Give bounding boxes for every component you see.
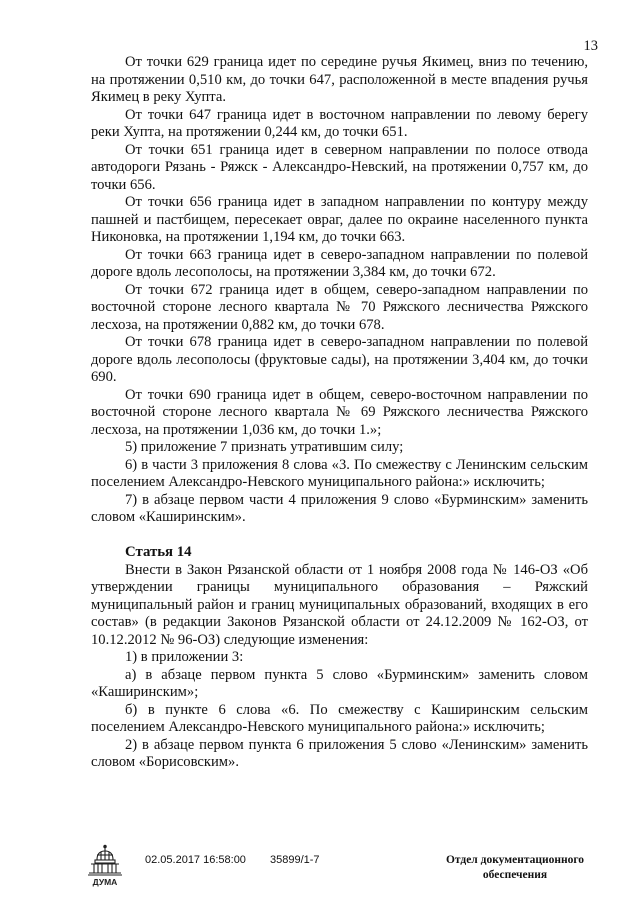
paragraph: Внести в Закон Рязанской области от 1 ноября 2008 года № 146-ОЗ «Об утверждении границы муниципального образования – Ряжский муниципальный район и границ муниципальных образований, входящих в его состав» (в редакции Законов Рязанской области от 24.12.2009 № 162-ОЗ, от 10.12.2012 № 96-ОЗ) следующие изменения: bbox=[91, 561, 588, 648]
paragraph: 7) в абзаце первом части 4 приложения 9 слово «Бурминским» заменить словом «Каширинским». bbox=[91, 491, 588, 525]
paragraph: От точки 678 граница идет в северо-западном направлении по полевой дороге вдоль лесополосы (фруктовые сады), на протяжении 3,404 км, до точки 690. bbox=[91, 334, 588, 385]
article-heading: Статья 14 bbox=[125, 544, 192, 560]
logo-text: ДУМА bbox=[92, 877, 118, 887]
footer-department bbox=[436, 853, 594, 883]
paragraph: От точки 651 граница идет в северном направлении по полосе отвода автодороги Рязань - Ряжск - Александро-Невский, на протяжении 0,757 км, до точки 656. bbox=[91, 141, 588, 193]
paragraph: а) в абзаце первом пункта 5 слово «Бурминским» заменить словом «Каширинским»; bbox=[91, 666, 588, 700]
paragraph: От точки 663 граница идет в северо-западном направлении по полевой дороге вдоль лесополосы, на протяжении 3,384 км, до точки 672. bbox=[91, 246, 588, 280]
department-line-2: обеспечения bbox=[482, 869, 548, 881]
paragraph: От точки 629 граница идет по середине ручья Якимец, вниз по течению, на протяжении 0,510 км, до точки 647, расположенной в месте впадения ручья Якимец в реку Хупта. bbox=[91, 54, 588, 105]
department-line-1: Отдел документационного bbox=[445, 854, 585, 866]
footer-datetime: 02.05.2017 16:58:00 bbox=[145, 854, 246, 866]
paragraph: 1) в приложении 3: bbox=[125, 649, 244, 665]
document-body bbox=[91, 54, 588, 772]
page-number: 13 bbox=[583, 38, 598, 54]
paragraph: 6) в части 3 приложения 8 слова «3. По смежеству с Ленинским сельским поселением Александро-Невского муниципального района:» исключить; bbox=[91, 456, 588, 490]
paragraph: 5) приложение 7 признать утратившим силу; bbox=[125, 439, 404, 455]
paragraph: От точки 647 граница идет в восточном направлении по левому берегу реки Хупта, на протяжении 0,244 км, до точки 651. bbox=[91, 106, 588, 140]
footer bbox=[0, 838, 640, 888]
paragraph: От точки 656 граница идет в западном направлении по контуру между пашней и пастбищем, пересекает овраг, далее по окраине населенного пункта Никоновка, на протяжении 1,194 км, до точки 663. bbox=[91, 194, 588, 245]
footer-reg-number: 35899/1-7 bbox=[270, 854, 320, 866]
paragraph: б) в пункте 6 слова «6. По смежеству с Каширинским сельским поселением Александро-Невского муниципального района:» исключить; bbox=[91, 701, 588, 735]
blank-line bbox=[91, 527, 588, 545]
duma-logo-icon bbox=[84, 844, 126, 888]
paragraph: От точки 672 граница идет в общем, северо-западном направлении по восточной стороне лесного квартала № 70 Ряжского лесничества Ряжского лесхоза, на протяжении 0,882 км, до точки 678. bbox=[91, 281, 588, 333]
paragraph: От точки 690 граница идет в общем, северо-восточном направлении по восточной стороне лесного квартала № 69 Ряжского лесничества Ряжского лесхоза, на протяжении 1,036 км, до точки 1.»; bbox=[91, 386, 588, 438]
paragraph: 2) в абзаце первом пункта 6 приложения 5 слово «Ленинским» заменить словом «Борисовским». bbox=[91, 736, 588, 770]
